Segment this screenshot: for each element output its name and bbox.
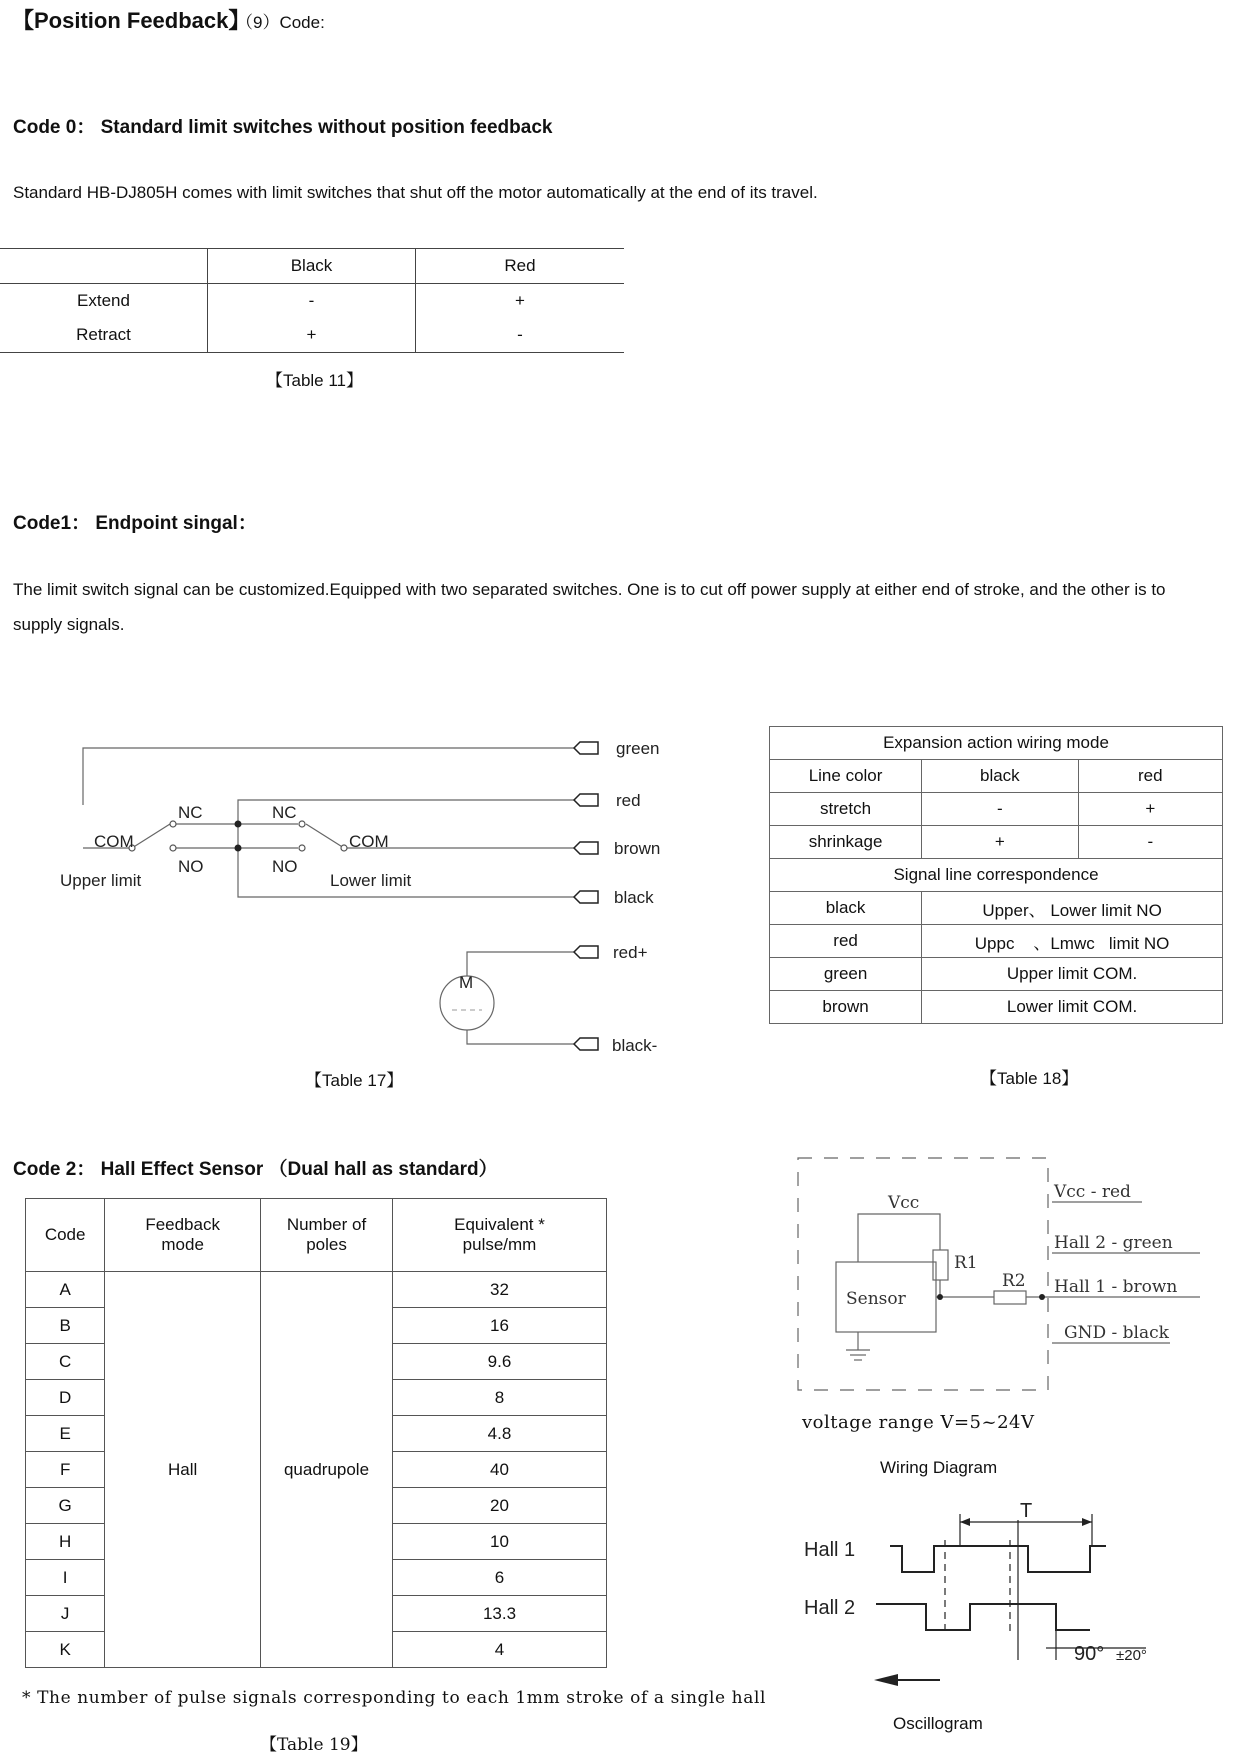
upper-no-label: NO [178,857,204,876]
upper-limit-label: Upper limit [60,871,142,890]
code2-heading: Code 2： Hall Effect Sensor （Dual hall as standard） [13,1159,498,1180]
table-cell: 6 [393,1560,607,1596]
table-18 [769,726,1223,1024]
table-subtitle: Signal line correspondence [770,859,1223,892]
table-cell: H [26,1524,105,1560]
table-header-black: Black [208,249,416,284]
table-title: Expansion action wiring mode [770,727,1223,760]
wiring-diagram-caption: Wiring Diagram [880,1458,998,1477]
code0-heading: Code 0： Standard limit switches without position feedback [13,117,553,138]
table-cell: + [1078,793,1222,826]
lower-no-label: NO [272,857,298,876]
r1-label: R1 [954,1253,978,1273]
table-cell: C [26,1344,105,1380]
table-cell-poles: quadrupole [261,1272,393,1668]
table-cell: 8 [393,1380,607,1416]
table-cell: Extend [0,284,208,319]
table-cell: B [26,1308,105,1344]
hall1-label: Hall 1 [804,1539,856,1561]
wire-label-black: black [614,888,654,907]
table-11 [0,248,624,353]
upper-nc-label: NC [178,803,203,822]
wire-label-red: red [616,791,641,810]
table-11-caption: 【Table 11】 [266,371,364,390]
wire-hall2-green: Hall 2 - green [1054,1233,1173,1253]
lower-com-label: COM [349,832,389,851]
lower-limit-label: Lower limit [330,871,412,890]
oscillogram-caption: Oscillogram [893,1714,983,1733]
table-cell: 20 [393,1488,607,1524]
code0-description: Standard HB-DJ805H comes with limit switches that shut off the motor automatically at the end of its travel. [13,183,818,202]
wire-hall1-brown: Hall 1 - brown [1054,1277,1178,1297]
table-cell: J [26,1596,105,1632]
table-cell: Retract [0,318,208,353]
table-cell: Lower limit COM. [922,991,1223,1024]
lower-nc-label: NC [272,803,297,822]
upper-com-label: COM [94,832,134,851]
table-19-footnote: * The number of pulse signals corresponding to each 1mm stroke of a single hall [22,1688,767,1708]
table-cell: green [770,958,922,991]
table-header: Number of poles [261,1199,393,1272]
phase-label: 90° [1074,1643,1105,1665]
table-cell: + [208,318,416,353]
table-cell: 4 [393,1632,607,1668]
table-cell: I [26,1560,105,1596]
table-cell: - [922,793,1078,826]
r2-label: R2 [1002,1271,1026,1291]
table-cell: F [26,1452,105,1488]
code-label: （9）Code: [236,13,325,32]
table-17-caption: 【Table 17】 [305,1071,404,1090]
voltage-range: voltage range V=5~24V [802,1412,1035,1433]
page-title: 【Position Feedback】 [12,8,251,33]
vcc-label: Vcc [888,1193,920,1213]
table-cell: + [416,284,625,319]
sensor-label: Sensor [846,1289,906,1309]
table-cell: K [26,1632,105,1668]
table-cell: stretch [770,793,922,826]
wire-label-brown: brown [614,839,661,858]
table-header: Feedback mode [105,1199,261,1272]
motor-label: M [459,973,474,992]
limit-switch-schematic [0,700,740,1060]
table-cell: Uppc 、Lmwc limit NO [922,925,1223,958]
hall2-label: Hall 2 [804,1597,856,1619]
table-cell: - [1078,826,1222,859]
table-cell: A [26,1272,105,1308]
table-cell: 10 [393,1524,607,1560]
table-cell: Upper limit COM. [922,958,1223,991]
code1-description-line2: supply signals. [13,615,125,634]
table-cell: E [26,1416,105,1452]
wire-label-green: green [616,739,660,758]
table-header: Equivalent * pulse/mm [393,1199,607,1272]
phase-tolerance-label: ±20° [1116,1647,1147,1664]
wire-label-red-plus: red+ [613,943,648,962]
wire-vcc-red: Vcc - red [1054,1182,1131,1202]
table-cell: + [922,826,1078,859]
table-19 [25,1198,607,1668]
table-cell: 13.3 [393,1596,607,1632]
table-cell: 4.8 [393,1416,607,1452]
table-cell-feedback-mode: Hall [105,1272,261,1668]
period-label: T [1020,1500,1033,1522]
table-cell: 16 [393,1308,607,1344]
table-cell [0,249,208,284]
table-cell: black [770,892,922,925]
table-header-red: Red [416,249,625,284]
table-header: Code [26,1199,105,1272]
table-cell: shrinkage [770,826,922,859]
table-cell: 40 [393,1452,607,1488]
table-cell: brown [770,991,922,1024]
code1-description-line1: The limit switch signal can be customized.Equipped with two separated switches. One is to cut off power supply at either end of stroke, and the other is to [13,580,1166,599]
table-cell: 32 [393,1272,607,1308]
code1-heading: Code1： Endpoint singal： [13,513,257,534]
table-cell: - [208,284,416,319]
table-header: Line color [770,760,922,793]
table-header: black [922,760,1078,793]
oscillogram [790,1500,1210,1700]
table-cell: D [26,1380,105,1416]
table-18-caption: 【Table 18】 [980,1069,1079,1088]
wire-label-black-minus: black- [612,1036,658,1055]
table-cell: - [416,318,625,353]
table-cell: Upper、 Lower limit NO [922,892,1223,925]
table-19-caption: 【Table 19】 [260,1735,368,1755]
table-cell: G [26,1488,105,1524]
wire-gnd-black: GND - black [1064,1323,1169,1343]
table-cell: red [770,925,922,958]
table-cell: 9.6 [393,1344,607,1380]
table-header: red [1078,760,1222,793]
